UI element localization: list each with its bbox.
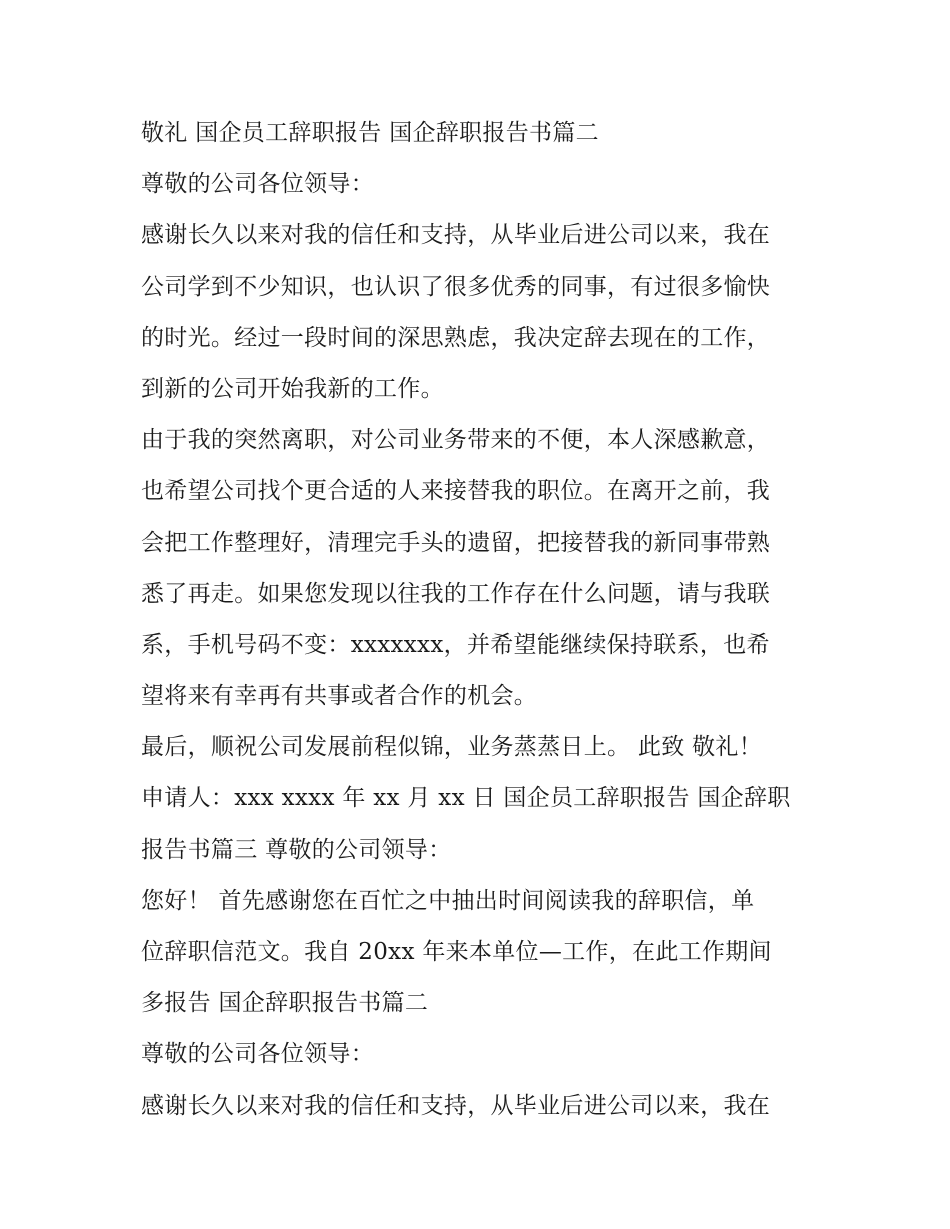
text-line: 望将来有幸再有共事或者合作的机会。 [141,683,538,710]
text-line: 尊敬的公司各位领导： [141,1041,374,1068]
text-line: 您好！ 首先感谢您在百忙之中抽出时间阅读我的辞职信，单 [141,887,755,914]
text-line: 的时光。经过一段时间的深思熟虑，我决定辞去现在的工作， [141,324,771,351]
text-line: 申请人：xxx xxxx 年 xx 月 xx 日 国企员工辞职报告 国企辞职 [141,785,791,812]
text-line: 悉了再走。如果您发现以往我的工作存在什么问题，请与我联 [141,580,771,607]
text-line: 公司学到不少知识，也认识了很多优秀的同事，有过很多愉快 [141,273,771,300]
text-line: 会把工作整理好，清理完手头的遗留，把接替我的新同事带熟 [141,529,771,556]
text-line: 位辞职信范文。我自 20xx 年来本单位—工作，在此工作期间 [141,939,772,965]
text-line: 感谢长久以来对我的信任和支持，从毕业后进公司以来，我在 [141,1092,771,1119]
text-line: 尊敬的公司各位领导： [141,171,374,198]
text-line: 感谢长久以来对我的信任和支持，从毕业后进公司以来，我在 [141,222,771,249]
text-line: 也希望公司找个更合适的人来接替我的职位。在离开之前，我 [141,478,771,505]
text-line: 敬礼 国企员工辞职报告 国企辞职报告书篇二 [141,120,599,146]
text-line: 最后，顺祝公司发展前程似锦，业务蒸蒸日上。 此致 敬礼！ [141,734,763,761]
text-line: 到新的公司开始我新的工作。 [141,375,444,402]
text-line: 报告书篇三 尊敬的公司领导： [141,836,452,863]
document-body [141,108,821,1132]
text-line: 由于我的突然离职，对公司业务带来的不便，本人深感歉意， [141,427,771,454]
text-line: 多报告 国企辞职报告书篇二 [141,990,429,1017]
text-line: 系，手机号码不变：xxxxxxx，并希望能继续保持联系，也希 [141,631,770,658]
